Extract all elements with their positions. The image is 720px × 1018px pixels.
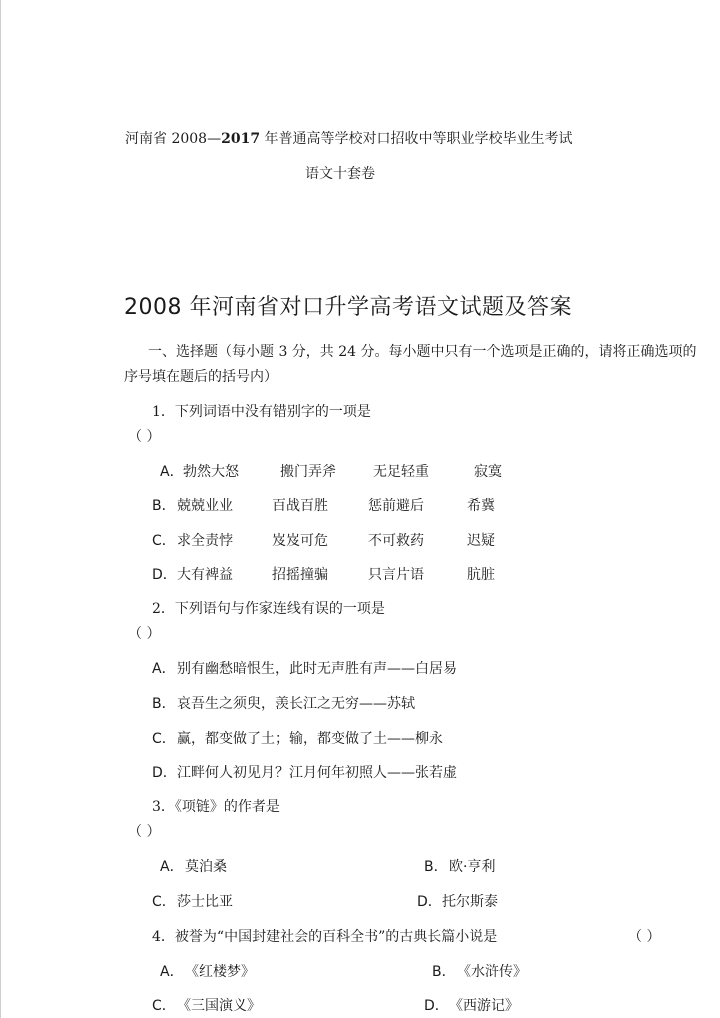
option-text: 《红楼梦》 [185,964,255,980]
question-2-stem: 2．下列语句与作家连线有误的一项是 [152,601,385,617]
option-word: 无足轻重 [373,464,429,480]
instruction-line-2: 序号填在题后的括号内） [124,369,278,385]
document-header [125,130,573,148]
option-word: 大有裨益 [177,567,233,583]
option-letter: A． [160,859,184,875]
document-subtitle: 语文十套卷 [305,166,375,182]
page-edge [0,0,1,1018]
question-1-answer-blank: （ ） [128,429,161,445]
header-year: 2017 [221,131,261,147]
option-word: 不可救药 [368,533,424,549]
option-word: 招摇撞骗 [272,567,328,583]
option-letter: D． [417,894,442,910]
question-3-answer-blank: （ ） [128,824,161,840]
option-word: 迟疑 [467,533,495,549]
option-text: 欧·亨利 [449,859,496,875]
option-word: 希冀 [467,498,495,514]
option-letter: B． [424,859,448,875]
option-letter: A． [152,661,176,677]
option-word: 寂寞 [474,464,502,480]
option-text: 莎士比亚 [177,894,233,910]
question-1-stem: 1．下列词语中没有错别字的一项是 [152,404,371,420]
option-letter: A． [160,964,184,980]
option-word: 岌岌可危 [272,533,328,549]
option-text: 哀吾生之须臾，羡长江之无穷——苏轼 [177,696,415,712]
question-4-answer-blank: （ ） [628,929,661,945]
option-letter: D． [152,765,177,781]
option-letter: D． [152,567,177,583]
option-letter: B． [152,498,176,514]
option-letter: A． [160,464,184,480]
question-4-stem: 4．被誉为“中国封建社会的百科全书”的古典长篇小说是 [152,929,498,945]
option-word: 百战百胜 [272,498,328,514]
question-3-stem: 3．《项链》的作者是 [152,799,280,815]
option-word: 勃然大怒 [183,464,239,480]
option-word: 肮脏 [467,567,495,583]
option-text: 《西游记》 [449,998,519,1014]
option-word: 搬门弄斧 [280,464,336,480]
option-text: 别有幽愁暗恨生，此时无声胜有声——白居易 [177,661,457,677]
header-prefix: 河南省 2008— [125,131,222,147]
option-text: 《水浒传》 [457,964,527,980]
header-suffix: 年普通高等学校对口招收中等职业学校毕业生考试 [260,131,573,147]
option-text: 莫泊桑 [185,859,227,875]
option-letter: C． [152,731,176,747]
option-text: 江畔何人初见月？江月何年初照人——张若虚 [177,765,457,781]
question-2-answer-blank: （ ） [128,626,161,642]
option-word: 惩前避后 [368,498,424,514]
option-letter: B． [152,696,176,712]
section-title: 2008 年河南省对口升学高考语文试题及答案 [124,295,572,320]
option-letter: C． [152,998,176,1014]
option-letter: D． [424,998,449,1014]
option-text: 赢，都变做了土；输，都变做了土——柳永 [177,731,443,747]
option-word: 求全责悖 [177,533,233,549]
option-text: 《三国演义》 [177,998,261,1014]
option-word: 只言片语 [368,567,424,583]
instruction-line-1: 一、选择题（每小题 3 分，共 24 分。每小题中只有一个选项是正确的，请将正确选项的 [148,344,697,360]
option-letter: C． [152,894,176,910]
option-letter: C． [152,533,176,549]
option-text: 托尔斯泰 [442,894,498,910]
option-word: 兢兢业业 [177,498,233,514]
option-letter: B． [432,964,456,980]
